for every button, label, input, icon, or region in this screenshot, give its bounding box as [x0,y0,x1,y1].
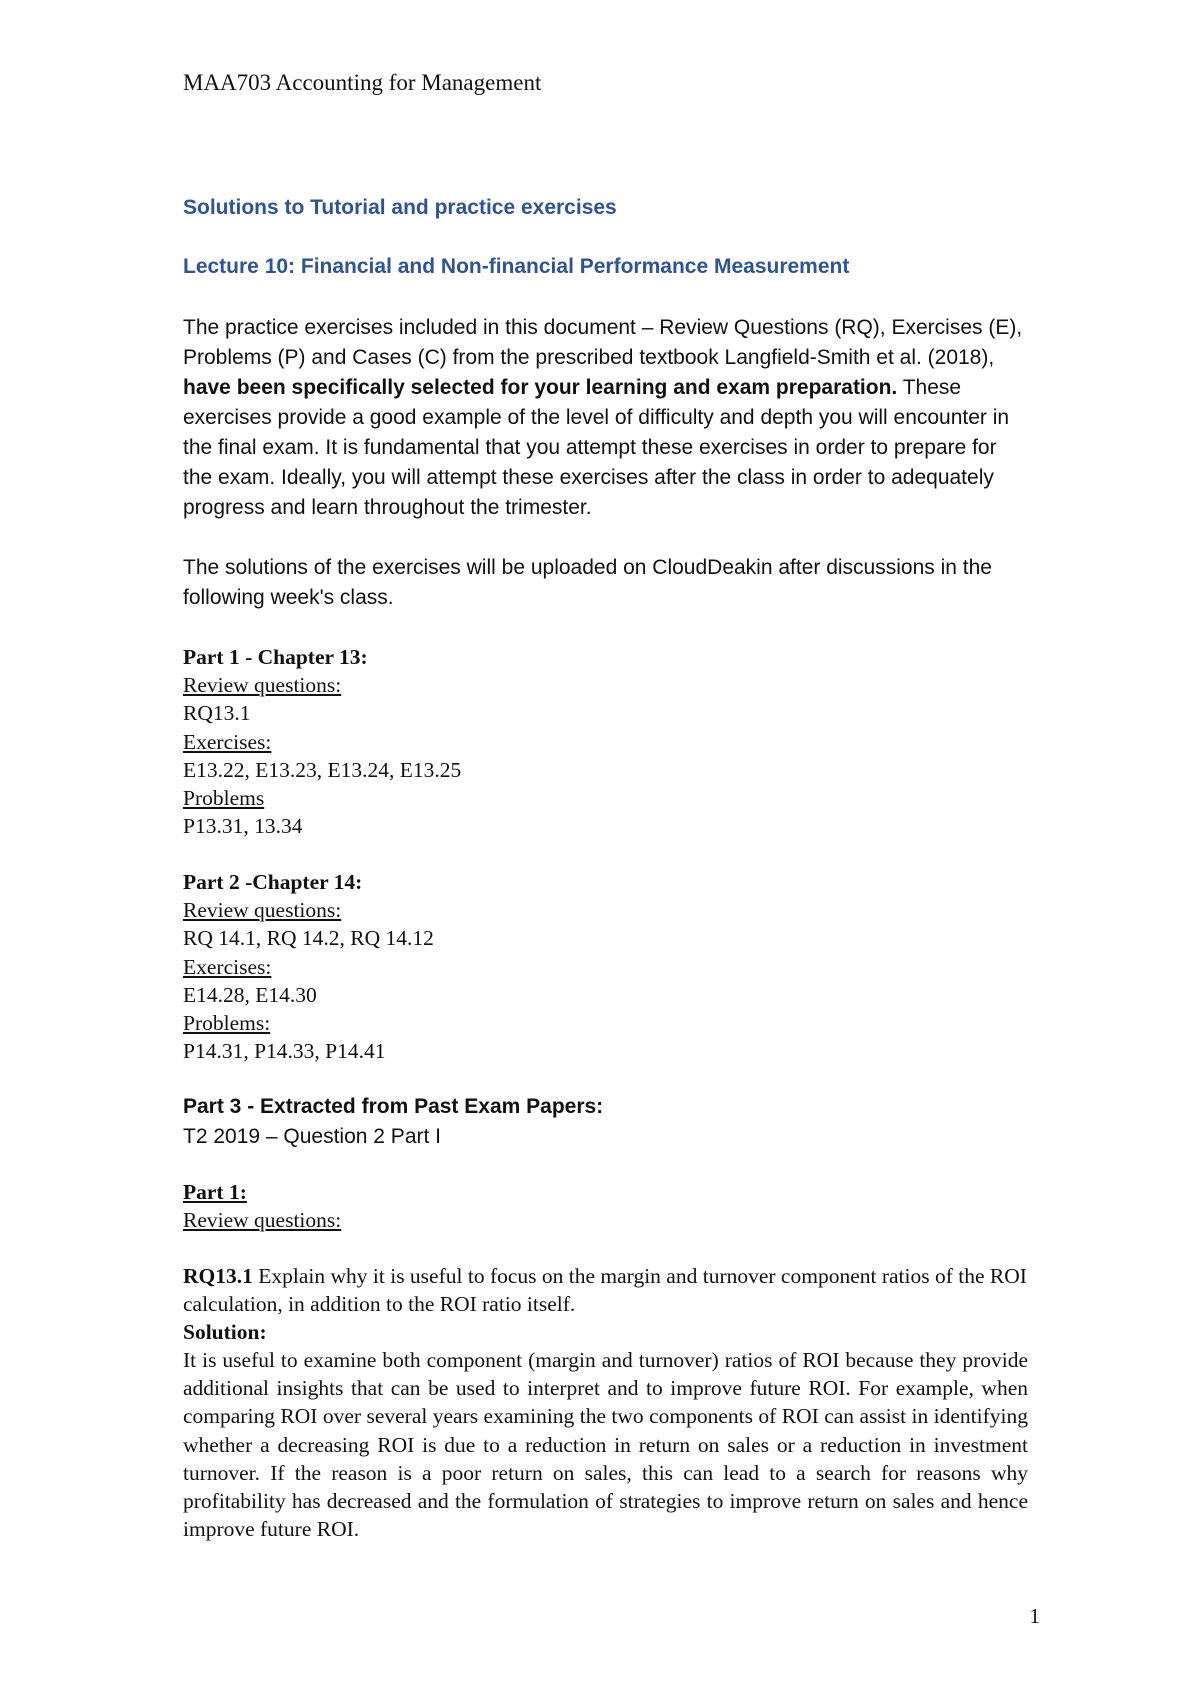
part2-ex-items: E14.28, E14.30 [183,982,317,1007]
lecture-title: Lecture 10: Financial and Non-financial Performance Measurement [183,255,850,278]
section1-heading: Part 1: [183,1180,247,1204]
part2-exercise-list [183,868,1033,1065]
part1-exercise-list [183,643,1033,840]
part3-item: T2 2019 – Question 2 Part I [183,1125,441,1148]
part1-ex-items: E13.22, E13.23, E13.24, E13.25 [183,757,462,782]
section1-subheading: Review questions: [183,1208,342,1233]
solution-label [183,1318,1033,1346]
rq13-1-question [183,1262,1028,1318]
solution-label-text: Solution: [183,1320,267,1344]
part1-rq-items: RQ13.1 [183,701,251,726]
question-id: RQ13.1 [183,1264,253,1288]
solutions-note: The solutions of the exercises will be uploaded on CloudDeakin after discussions in the following week's class. [183,556,992,609]
intro-text-2: These exercises provide a good example of the level of difficulty and depth you will encounter in the final exam. It is fundamental that you attempt these exercises in order to prepare for the exam. Ideally, you will attempt these exercises after the class in order to adequately progress and learn throughout the trimester. [183,376,1010,519]
part1-heading: Part 1 - Chapter 13: [183,645,368,669]
solution-text: It is useful to examine both component (margin and turnover) ratios of ROI because they provide additional insights that can be used to interpret and to improve future ROI. For example, when comparing ROI over several years examining the two components of ROI can assist in identifying whether a decreasing ROI is due to a reduction in return on sales or a reduction in investment turnover. If the reason is a poor return on sales, this can lead to a search for reasons why profitability has decreased and the formulation of strategies to improve return on sales and hence improve future ROI. [183,1348,1028,1542]
question-text: Explain why it is useful to focus on the margin and turnover component ratios of the ROI calculation, in addition to the ROI ratio itself. [183,1264,1027,1317]
part2-rq-items: RQ 14.1, RQ 14.2, RQ 14.12 [183,926,434,951]
intro-paragraph [183,313,1028,523]
intro-bold-text: have been specifically selected for your learning and exam preparation. [183,376,898,399]
part2-heading: Part 2 -Chapter 14: [183,870,363,894]
part1-rq-label: Review questions: [183,673,342,698]
part1-ex-label: Exercises: [183,729,272,754]
part3-block [183,1092,1033,1152]
part2-prob-items: P14.31, P14.33, P14.41 [183,1039,386,1064]
page-header: MAA703 Accounting for Management [183,70,542,95]
part2-prob-label: Problems: [183,1011,271,1036]
part2-rq-label: Review questions: [183,898,342,923]
page-number: 1 [1029,1604,1040,1628]
part1-prob-label: Problems [183,786,265,811]
part2-ex-label: Exercises: [183,954,272,979]
section1-heading-block [183,1178,1033,1234]
part1-prob-items: P13.31, 13.34 [183,814,303,839]
part3-heading: Part 3 - Extracted from Past Exam Papers: [183,1095,604,1118]
intro-text-1: The practice exercises included in this document – Review Questions (RQ), Exercises (E), Problems (P) and Cases (C) from the prescribed textbook Langfield-Smith et al. (2018), [183,316,1023,369]
document-title: Solutions to Tutorial and practice exercises [183,196,617,219]
